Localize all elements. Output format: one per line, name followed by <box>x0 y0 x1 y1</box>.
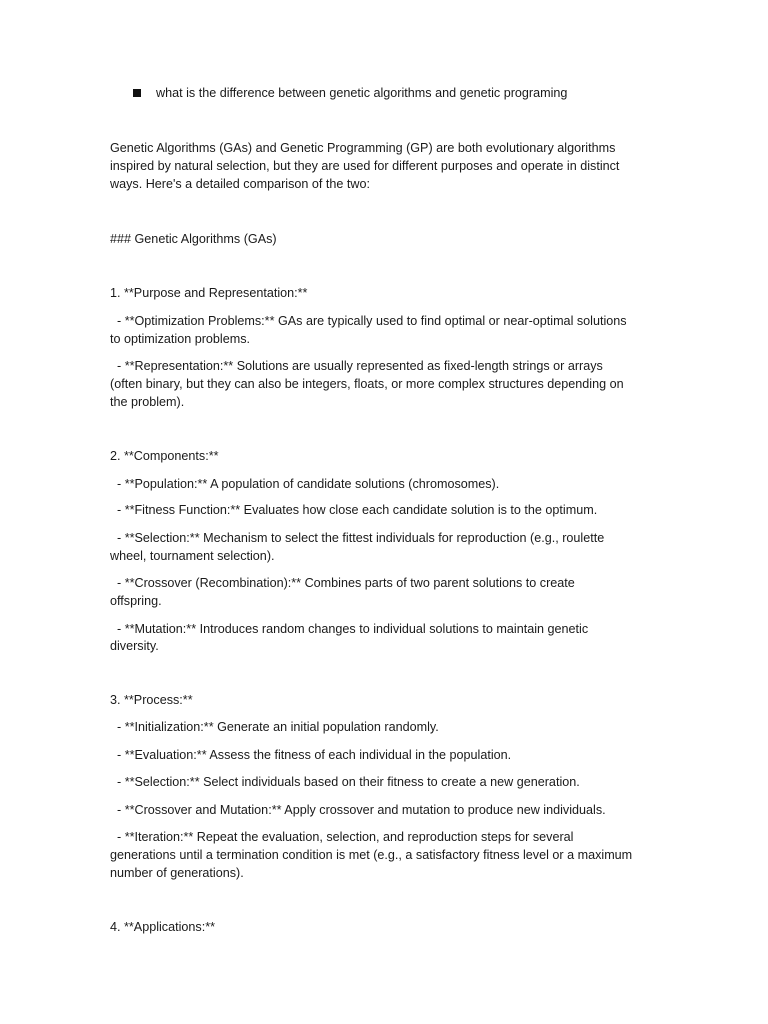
s2-crossover-line-2: offspring. <box>110 594 162 608</box>
s1-rep-line-1: - **Representation:** Solutions are usually represented as fixed-length strings or arrays <box>110 359 603 373</box>
s2-selection-line-1: - **Selection:** Mechanism to select the fittest individuals for reproduction (e.g., roulette <box>110 531 605 545</box>
s4-title: 4. **Applications:** <box>110 920 216 934</box>
s1-title: 1. **Purpose and Representation:** <box>110 286 308 300</box>
s1-rep-line-3: the problem). <box>110 395 185 409</box>
s3-iteration-line-1: - **Iteration:** Repeat the evaluation, selection, and reproduction steps for several <box>110 830 574 844</box>
intro-line-3: ways. Here's a detailed comparison of the two: <box>110 177 371 191</box>
s2-crossover-line-1: - **Crossover (Recombination):** Combines parts of two parent solutions to create <box>110 576 575 590</box>
question-bullet-item <box>133 86 567 100</box>
s2-population: - **Population:** A population of candidate solutions (chromosomes). <box>110 477 500 491</box>
s2-selection-line-2: wheel, tournament selection). <box>110 549 275 563</box>
s3-iteration-line-3: number of generations). <box>110 866 244 880</box>
s3-crossover-mutation: - **Crossover and Mutation:** Apply crossover and mutation to produce new individuals. <box>110 803 606 817</box>
s2-mutation-line-1: - **Mutation:** Introduces random changes to individual solutions to maintain genetic <box>110 622 589 636</box>
s2-mutation-line-2: diversity. <box>110 639 159 653</box>
s1-opt-line-2: to optimization problems. <box>110 332 250 346</box>
section-heading: ### Genetic Algorithms (GAs) <box>110 232 277 246</box>
s3-title: 3. **Process:** <box>110 693 193 707</box>
s3-init: - **Initialization:** Generate an initial population randomly. <box>110 720 439 734</box>
s2-fitness: - **Fitness Function:** Evaluates how close each candidate solution is to the optimum. <box>110 503 598 517</box>
intro-line-2: inspired by natural selection, but they are used for different purposes and operate in distinct <box>110 159 620 173</box>
square-bullet-icon <box>133 89 141 97</box>
s1-opt-line-1: - **Optimization Problems:** GAs are typically used to find optimal or near-optimal solutions <box>110 314 627 328</box>
s1-rep-line-2: (often binary, but they can also be integers, floats, or more complex structures depending on <box>110 377 624 391</box>
intro-line-1: Genetic Algorithms (GAs) and Genetic Programming (GP) are both evolutionary algorithms <box>110 141 616 155</box>
s3-eval: - **Evaluation:** Assess the fitness of each individual in the population. <box>110 748 512 762</box>
s2-title: 2. **Components:** <box>110 449 219 463</box>
s3-iteration-line-2: generations until a termination condition is met (e.g., a satisfactory fitness level or a maximum <box>110 848 633 862</box>
s3-selection: - **Selection:** Select individuals based on their fitness to create a new generation. <box>110 775 580 789</box>
question-text: what is the difference between genetic algorithms and genetic programing <box>156 86 568 100</box>
